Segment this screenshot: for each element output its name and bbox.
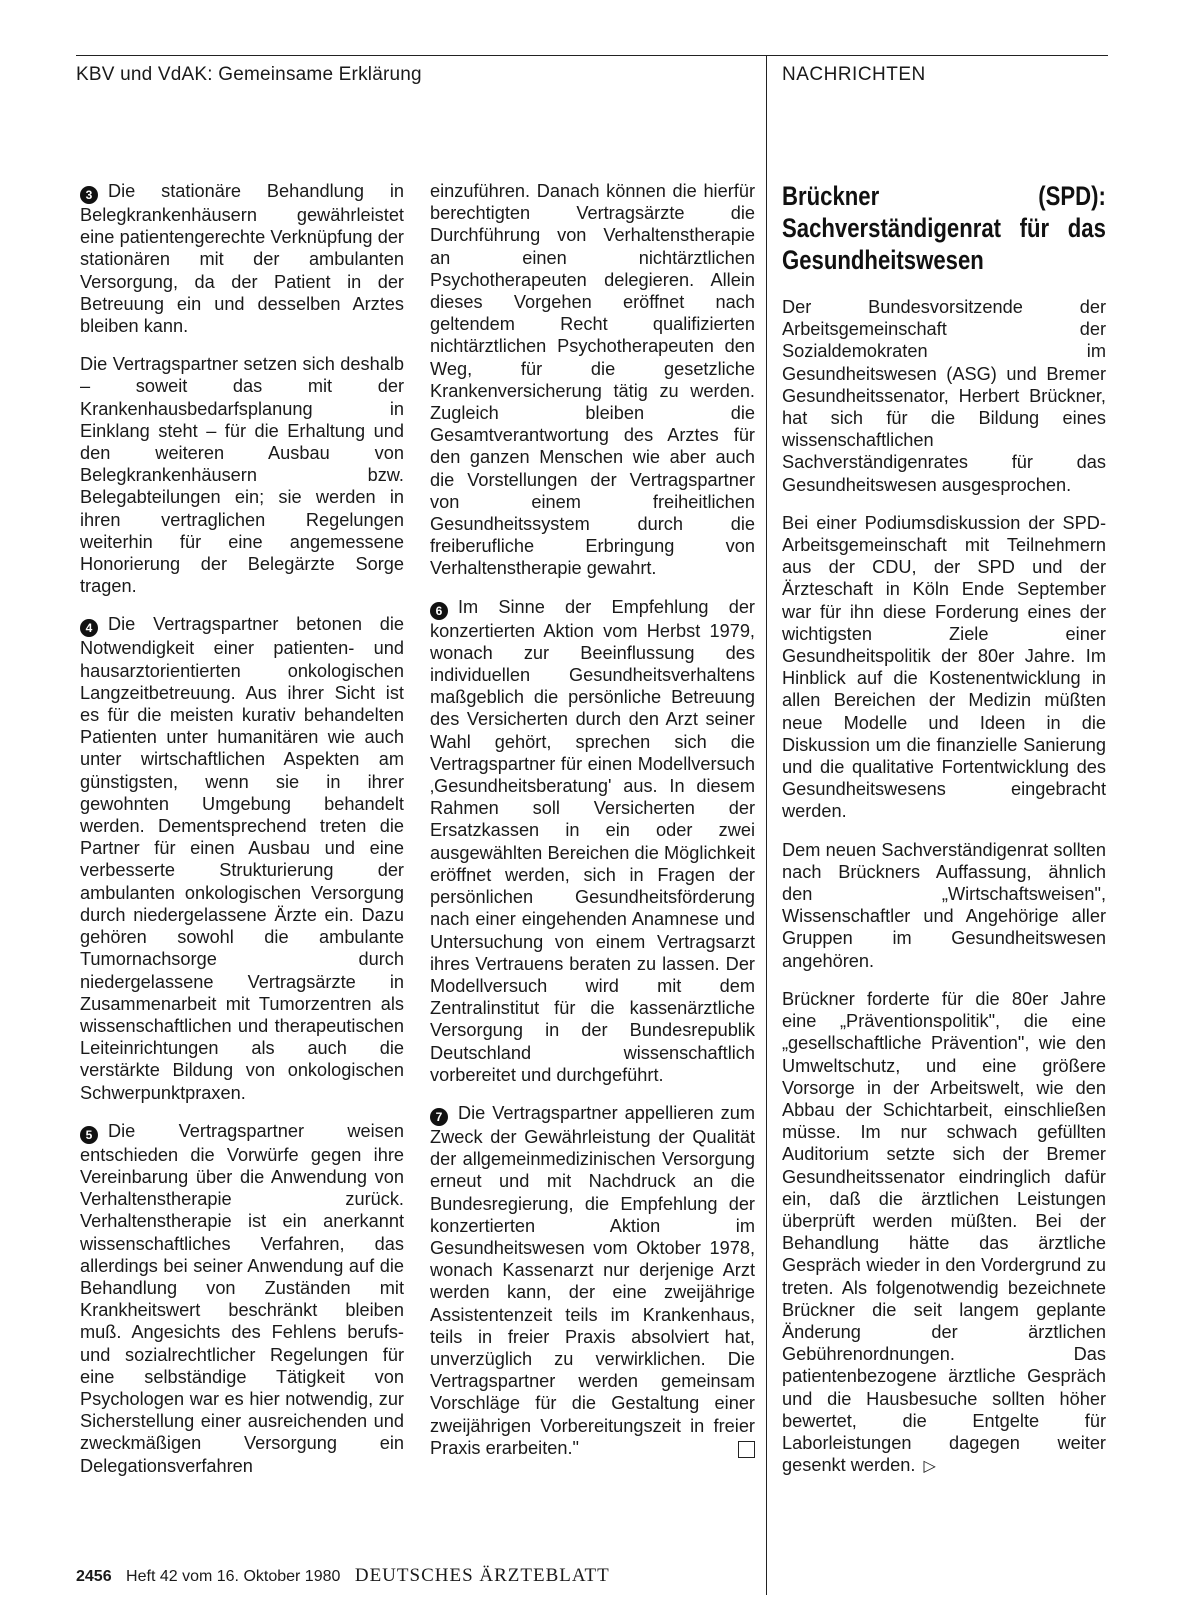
continue-arrow-icon: ▷ [923,1458,936,1476]
article-column-2 [430,180,755,1475]
paragraph-7: 7 Die Vertragspartner appellieren zum Zweck der Gewährleistung der Qualität der allgemeinmedizinischen Versorgung erneut und mit Nachdruck an die Bundesregierung, die Empfehlung der konzertierten Aktion im Gesundheitswesen vom Oktober 1978, wonach Kassenarzt nur derjenige Arzt werden kann, der eine zweijährige Assistentenzeit teils im Krankenhaus, teils in freier Praxis absolviert hat, unverzüglich zu verwirklichen. Die Vertragspartner werden gemeinsam Vorschläge für die Gestaltung einer zweijährigen Vorbereitungszeit in freier Praxis erarbeiten." [430,1102,755,1458]
news-headline: Brückner (SPD): Sachverständigenrat für das Gesundheitswesen [782,181,1106,275]
page-footer [76,1565,610,1587]
article-column-1 [80,180,404,1493]
paragraph-5-continued: einzuführen. Danach können die hierfür berechtigten Vertragsärzte die Durchführung von Verhaltenstherapie an einen nichtärztlichen Psychotherapeuten delegieren. Allein dieses Vorgehen eröffnet nach geltendem Recht qualifizierten nichtärztlichen Psychotherapeuten den Weg, für die gesetzliche Krankenversicherung tätig zu werden. Zugleich bleiben die Gesamtverantwortung des Arztes für den ganzen Menschen wie aber auch die Vorstellungen der Vertragspartner von einem freiheitlichen Gesundheitssystem durch die freiberufliche Erbringung von Verhaltenstherapie gewahrt. [430,181,755,579]
paragraph-4: 4 Die Vertragspartner betonen die Notwendigkeit einer patienten- und hausarztorientierten onkologischen Langzeitbetreuung. Aus ihrer Sicht ist es für die meisten kurativ behandelten Patienten unter humanitären wie auch unter wirtschaftlichen Aspekten am günstigsten, wenn sie in ihrer gewohnten Umgebung behandelt werden. Dementsprechend treten die Partner für einen Ausbau und eine verbesserte Strukturierung der ambulanten onkologischen Versorgung durch niedergelassene Ärzte ein. Dazu gehören sowohl die ambulante Tumornachsorge durch niedergelassene Vertragsärzte in Zusammenarbeit mit Tumorzentren als wissenschaftlichen und therapeutischen Leiteinrichtungen als auch die verstärkte Bildung von onkologischen Schwerpunktpraxen. [80,614,404,1103]
news-paragraph-3: Dem neuen Sachverständigenrat sollten nach Brückners Auffassung, ähnlich den „Wirtschaftsweisen", Wissenschaftler und Angehörige aller Gruppen im Gesundheitswesen angehören. [782,839,1106,971]
paragraph-6: 6 Im Sinne der Empfehlung der konzertierten Aktion vom Herbst 1979, wonach zur Beeinflussung des individuellen Gesundheitsverhaltens maßgeblich die persönliche Betreuung des Versicherten durch den Arzt seiner Wahl gehört, sprechen sich die Vertragspartner für einen Modellversuch ‚Gesundheitsberatung' aus. In diesem Rahmen soll Versicherten der Ersatzkassen in ein oder zwei ausgewählten Bereichen die Möglichkeit eröffnet werden, sich in Fragen der persönlichen Gesundheitsförderung nach einer eingehenden Anamnese und Untersuchung von einem Vertragsarzt ihres Vertrauens beraten zu lassen. Der Modellversuch wird mit dem Zentralinstitut für die kassenärztliche Versorgung in der Bundesrepublik Deutschland wissenschaftlich vorbereitet und durchgeführt. [430,596,755,1085]
item-number-6: 6 [430,602,448,620]
header-rule [76,55,1108,56]
end-of-article-box [738,1441,755,1458]
issue-info: Heft 42 vom 16. Oktober 1980 [126,1568,341,1585]
running-head: KBV und VdAK: Gemeinsame Erklärung [76,64,422,85]
item-number-5: 5 [80,1126,98,1144]
item-number-4: 4 [80,619,98,637]
column-divider [766,55,767,1595]
item-number-7: 7 [430,1108,448,1126]
paragraph-3b: Die Vertragspartner setzen sich deshalb – soweit das mit der Krankenhausbedarfsplanung in Einklang steht – für die Erhaltung und den weiteren Ausbau von Belegkrankenhäusern bzw. Belegabteilungen ein; sie werden in ihren vertraglichen Regelungen weiterhin für eine angemessene Honorierung der Belegärzte Sorge tragen. [80,354,404,597]
news-column [782,180,1106,1494]
magazine-name: DEUTSCHES ÄRZTEBLATT [354,1565,610,1586]
news-paragraph-2: Bei einer Podiumsdiskussion der SPD-Arbeitsgemeinschaft mit Teilnehmern aus der CDU, der SPD und der Ärzteschaft in Köln Ende September war für ihn diese Forderung eines der wichtigsten Ziele einer Gesundheitspolitik der 80er Jahre. Im Hinblick auf die Kostenentwicklung in allen Bereichen der Medizin müßten neue Modelle und Ideen in die Diskussion um die finanzielle Sanierung und die qualitative Fortentwicklung des Gesundheitswesens eingebracht werden. [782,512,1106,822]
news-paragraph-4: Brückner forderte für die 80er Jahre eine „Präventionspolitik", die eine „gesellschaftliche Prävention", wie den Umweltschutz, und eine größere Vorsorge in der Arbeitswelt, wie den Abbau der Schichtarbeit, einschließen müsse. Im nur schwach gefüllten Auditorium setzte sich der Bremer Gesundheitssenator eindringlich dafür ein, daß die ärztlichen Leistungen überprüft werden müßten. Bei der Behandlung hätte das ärztliche Gespräch wieder in den Vordergrund zu treten. Als folgenotwendig bezeichnete Brückner die seit langem geplante Änderung der ärztlichen Gebührenordnungen. Das patientenbezogene ärztliche Gespräch und die Hausbesuche sollten höher bewertet, die Entgelte für Laborleistungen dagegen weiter gesenkt werden. ▷ [782,988,1106,1476]
section-label: NACHRICHTEN [782,64,926,85]
news-paragraph-1: Der Bundesvorsitzende der Arbeitsgemeinschaft der Sozialdemokraten im Gesundheitswesen (ASG) und Bremer Gesundheitssenator, Herbert Brückner, hat sich für die Bildung eines wissenschaftlichen Sachverständigenrates für das Gesundheitswesen ausgesprochen. [782,297,1106,495]
page-number: 2456 [76,1568,112,1585]
paragraph-3: 3 Die stationäre Behandlung in Belegkrankenhäusern gewährleistet eine patientengerechte Verknüpfung der stationären mit der ambulanten Versorgung, da der Patient in der Betreuung ein und desselben Arztes bleiben kann. [80,181,404,337]
paragraph-5: 5 Die Vertragspartner weisen entschieden die Vorwürfe gegen ihre Vereinbarung über die Anwendung von Verhaltenstherapie zurück. Verhaltenstherapie ist ein anerkannt wissenschaftliches Verfahren, das allerdings bei seiner Anwendung auf die Behandlung von Zuständen mit Krankheitswert beschränkt bleiben muß. Angesichts des Fehlens berufs- und sozialrechtlicher Regelungen für eine selbständige Tätigkeit von Psychologen war es hier notwendig, zur Sicherstellung einer ausreichenden und zweckmäßigen Versorgung ein Delegationsverfahren [80,1120,404,1476]
item-number-3: 3 [80,186,98,204]
